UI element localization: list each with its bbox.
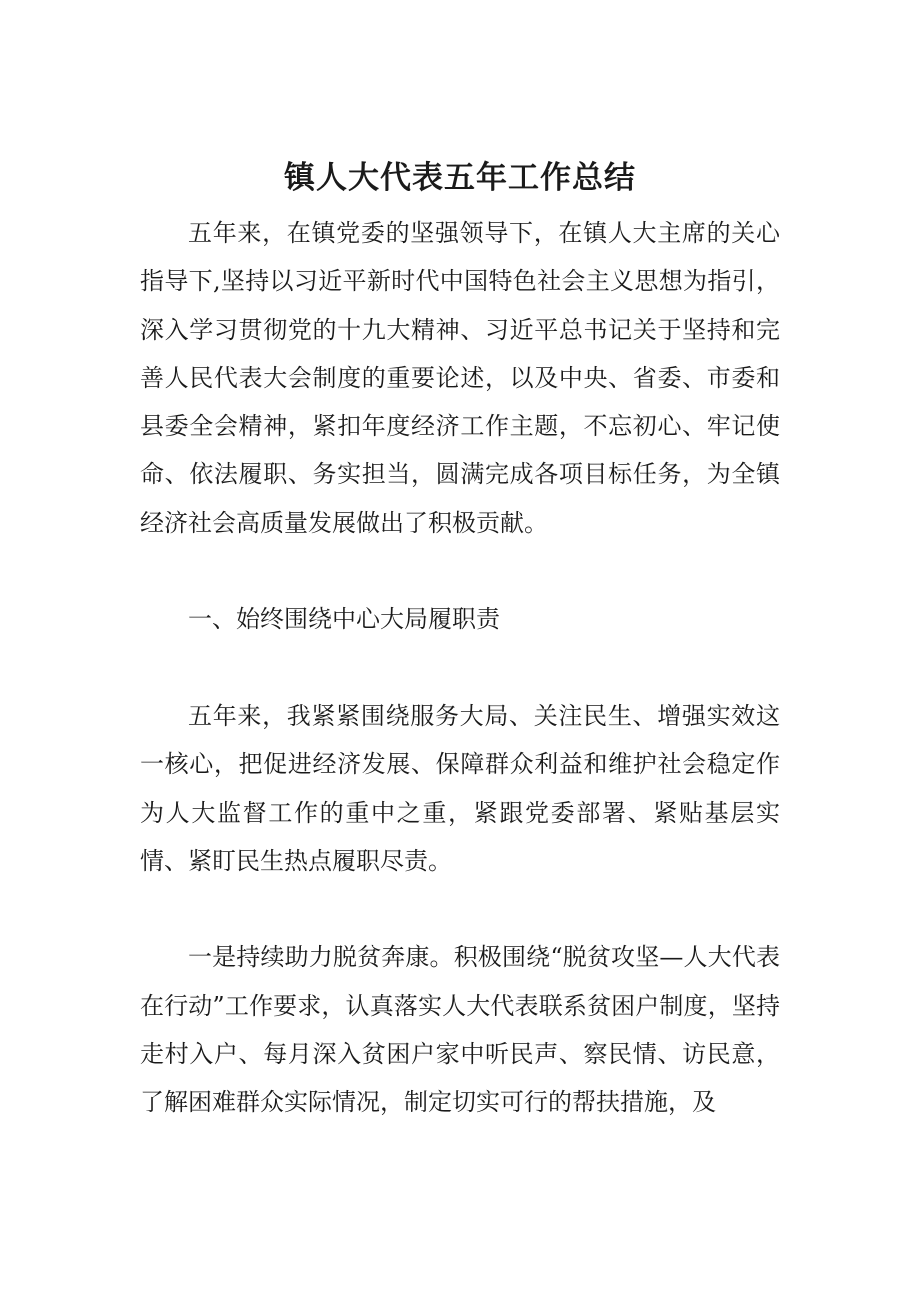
paragraph-spacer [140, 644, 780, 692]
document-title: 镇人大代表五年工作总结 [284, 160, 636, 196]
document-body [140, 209, 780, 1127]
paragraph-spacer [140, 547, 780, 595]
paragraph-overview: 五年来，我紧紧围绕服务大局、关注民生、增强实效这一核心，把促进经济发展、保障群众利益和维护社会稳定作为人大监督工作的重中之重，紧跟党委部署、紧贴基层实情、紧盯民生热点履职尽责。 [140, 701, 780, 875]
section-heading: 一、始终围绕中心大局履职责 [188, 605, 500, 634]
paragraph-spacer [140, 885, 780, 933]
paragraph-intro: 五年来，在镇党委的坚强领导下，在镇人大主席的关心指导下,坚持以习近平新时代中国特色社会主义思想为指引，深入学习贯彻党的十九大精神、习近平总书记关于坚持和完善人民代表大会制度的重要论述，以及中央、省委、市委和县委全会精神，紧扣年度经济工作主题，不忘初心、牢记使命、依法履职、务实担当，圆满完成各项目标任务，为全镇经济社会高质量发展做出了积极贡献。 [140, 219, 780, 537]
paragraph-poverty-relief: 一是持续助力脱贫奔康。积极围绕“脱贫攻坚—人大代表在行动”工作要求，认真落实人大代表联系贫困户制度，坚持走村入户、每月深入贫困户家中听民声、察民情、访民意，了解困难群众实际情况，制定切实可行的帮扶措施，及 [140, 943, 780, 1117]
